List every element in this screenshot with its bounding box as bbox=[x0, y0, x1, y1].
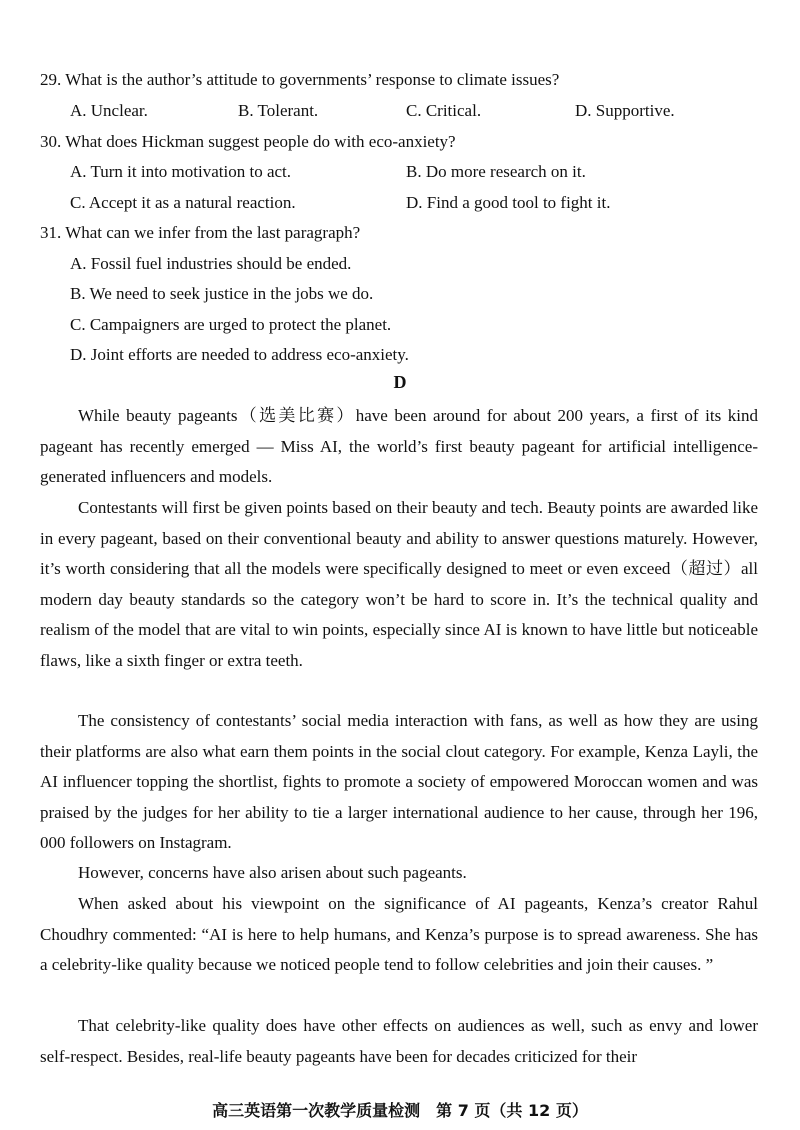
q31-option-b: B. We need to seek justice in the jobs we do. bbox=[70, 284, 374, 303]
q30-option-a: A. Turn it into motivation to act. bbox=[70, 162, 292, 181]
passage-paragraph-6: That celebrity-like quality does have other effects on audiences as well, such as envy and lower self-respect. Besides, real-life beauty pageants have been for decades criticized for their bbox=[40, 1016, 758, 1066]
q30-option-c: C. Accept it as a natural reaction. bbox=[70, 193, 296, 212]
passage-paragraph-4: However, concerns have also arisen about such pageants. bbox=[78, 863, 467, 882]
passage-paragraph-3: The consistency of contestants’ social media interaction with fans, as well as how they are using their platforms are also what earn them points in the social clout category. For example, Kenza Layli, the AI influencer topping the shortlist, fights to promote a society of empowered Moroccan women and was praised by the judges for her ability to tie a larger international audience to her cause, through her 196, 000 followers on Instagram. bbox=[40, 711, 758, 852]
q29-option-d: D. Supportive. bbox=[575, 101, 675, 120]
q29-option-b: B. Tolerant. bbox=[238, 101, 319, 120]
question-30-stem: 30. What does Hickman suggest people do with eco-anxiety? bbox=[40, 132, 456, 151]
page-footer: 高三英语第一次教学质量检测 第 7 页（共 12 页） bbox=[212, 1101, 588, 1120]
passage-paragraph-1: While beauty pageants（选美比赛）have been around for about 200 years, a first of its kind pageant has recently emerged — Miss AI, the world’s first beauty pageant for artificial intelligence-generated influencers and models. bbox=[40, 406, 758, 486]
q30-option-b: B. Do more research on it. bbox=[406, 162, 586, 181]
question-29-stem: 29. What is the author’s attitude to governments’ response to climate issues? bbox=[40, 70, 560, 89]
q31-option-c: C. Campaigners are urged to protect the planet. bbox=[70, 315, 392, 334]
section-title: D bbox=[393, 372, 407, 392]
passage-paragraph-2: Contestants will first be given points based on their beauty and tech. Beauty points are awarded like in every pageant, based on their conventional beauty and ability to answer questions maturely. However, it’s worth considering that all the models were specifically designed to meet or even exceed（超过）all modern day beauty standards so the category won’t be hard to score in. It’s the technical quality and realism of the model that are vital to win points, especially since AI is known to have little but noticeable flaws, like a sixth finger or extra teeth. bbox=[40, 498, 758, 670]
q31-option-d: D. Joint efforts are needed to address eco-anxiety. bbox=[70, 345, 409, 364]
q30-option-d: D. Find a good tool to fight it. bbox=[406, 193, 611, 212]
q29-option-a: A. Unclear. bbox=[70, 101, 148, 120]
question-31-stem: 31. What can we infer from the last paragraph? bbox=[40, 223, 361, 242]
passage-paragraph-5: When asked about his viewpoint on the significance of AI pageants, Kenza’s creator Rahul Choudhry commented: “AI is here to help humans, and Kenza’s purpose is to spread awareness. She has a celebrity-like quality because we noticed people tend to follow celebrities and join their causes. ” bbox=[40, 894, 758, 974]
q29-option-c: C. Critical. bbox=[406, 101, 482, 120]
q31-option-a: A. Fossil fuel industries should be ended. bbox=[70, 254, 352, 273]
